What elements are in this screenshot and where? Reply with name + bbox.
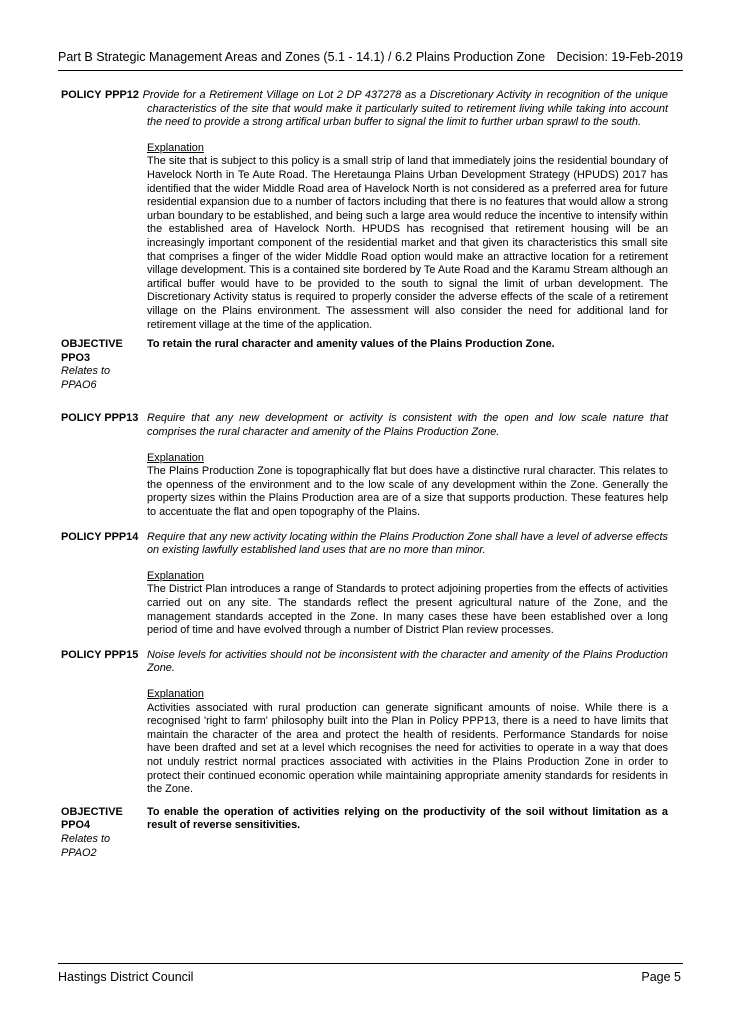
policy-statement: Provide for a Retirement Village on Lot 2 DP 437278 as a Discretionary Activity in recognition of the unique characteristics of the site that would make it particularly suited to retirement living while taking into account the need to provide a strong artifical urban buffer to signal the limit to further urban sprawl to the south. <box>142 89 668 129</box>
explanation-text: The Plains Production Zone is topographically flat but does have a distinctive rural character. This relates to the openness of the environment and to the low scale of any development within the Zone. Generally the property sizes within the Plains Production area are of a size that supports production. These features help to accentuate the flat and open topography of the Plains. <box>147 465 668 519</box>
policy-ppp13 <box>61 412 668 519</box>
relates-to-label: Relates to <box>61 832 111 845</box>
objective-label: OBJECTIVE <box>61 805 123 818</box>
explanation-text: The site that is subject to this policy is a small strip of land that immediately joins the residential boundary of Havelock North in Te Aute Road. The Heretaunga Plains Urban Development Strategy (HPUDS) 2017 has identified that the wider Middle Road area of Havelock North is not considered as a preferred area for future residential expansion due to a number of factors including that there is no features that would allow a strong urban boundary to be established, and being such a large area would reduce the incentive to intensify within the established area of Havelock North. HPUDS has recognised that retirement housing will be an increasingly important component of the residential market and that given its characteristics this small site that comprises a finger of the wider Middle Road option would make an attractive location for a retirement village development. This is a contained site bordered by Te Aute Road and the Karamu Stream although an artifical buffer would have to be provided to the south to signal the limit of urban development. The Discretionary Activity status is required to properly consider the adverse effects of the scale of a retirement village on the Plains environment. The assessment will also consider the need for additional land for retirement village at the time of the application. <box>147 155 668 331</box>
footer-council: Hastings District Council <box>58 970 194 984</box>
objective-code: PPO4 <box>61 819 91 832</box>
objective-statement: To retain the rural character and amenity values of the Plains Production Zone. <box>147 338 555 351</box>
page-footer <box>58 970 681 984</box>
footer-page-number: Page 5 <box>641 970 681 984</box>
policy-label: POLICY PPP13 <box>61 412 139 425</box>
policy-ppp14 <box>61 531 668 638</box>
explanation-heading: Explanation <box>147 687 204 700</box>
explanation-heading: Explanation <box>147 141 204 154</box>
relates-to-label: Relates to <box>61 365 111 378</box>
page-header <box>58 50 683 64</box>
policy-label: POLICY PPP12 <box>61 89 139 101</box>
objective-ppo4 <box>61 806 668 860</box>
policy-statement: Noise levels for activities should not be inconsistent with the character and amenity of the Plains Production Zone. <box>147 648 668 675</box>
explanation-text: Activities associated with rural production can generate significant amounts of noise. While there is a recognised 'right to farm' philosophy built into the Plan in Policy PPP13, there is a need to have limits that maintain the character of the area and protect the health of residents. Performance Standards for noise have been drafted and set at a level which recognises the need for activities to operate in a way that does not unduly restrict normal practices associated with activities in the Plains Production Zone in order to protect their continued economic operation while maintaining appropriate amenity standards for residents in the Zone. <box>147 701 668 796</box>
footer-divider <box>58 963 683 964</box>
policy-label: POLICY PPP14 <box>61 530 139 543</box>
document-body <box>61 89 668 860</box>
policy-statement: Require that any new activity locating within the Plains Production Zone shall have a level of adverse effects on existing lawfully established land uses that are no more than minor. <box>147 530 668 557</box>
explanation-text: The District Plan introduces a range of Standards to protect adjoining properties from the effects of activities carried out on any site. The standards reflect the present agricultural nature of the Zone, and the management standards accepted in the Zone. In many cases these have been established over a long period of time and have evolved through a number of District Plan review processes. <box>147 583 668 637</box>
relates-to-code: PPAO2 <box>61 846 97 859</box>
explanation-heading: Explanation <box>147 451 204 464</box>
objective-statement: To enable the operation of activities relying on the productivity of the soil without limitation as a result of reverse sensitivities. <box>147 805 668 832</box>
policy-ppp15 <box>61 649 668 797</box>
policy-label: POLICY PPP15 <box>61 648 139 661</box>
header-title: Part B Strategic Management Areas and Zones (5.1 - 14.1) / 6.2 Plains Production Zone <box>58 50 546 64</box>
policy-statement: Require that any new development or activity is consistent with the open and low scale nature that comprises the rural character and amenity of the Plains Production Zone. <box>147 412 668 439</box>
objective-ppo3 <box>61 338 668 392</box>
objective-code: PPO3 <box>61 351 91 364</box>
explanation-heading: Explanation <box>147 569 204 582</box>
policy-ppp12 <box>61 89 668 332</box>
header-decision-date: Decision: 19-Feb-2019 <box>556 50 683 64</box>
header-divider <box>58 70 683 71</box>
relates-to-code: PPAO6 <box>61 378 97 391</box>
objective-label: OBJECTIVE <box>61 338 123 351</box>
